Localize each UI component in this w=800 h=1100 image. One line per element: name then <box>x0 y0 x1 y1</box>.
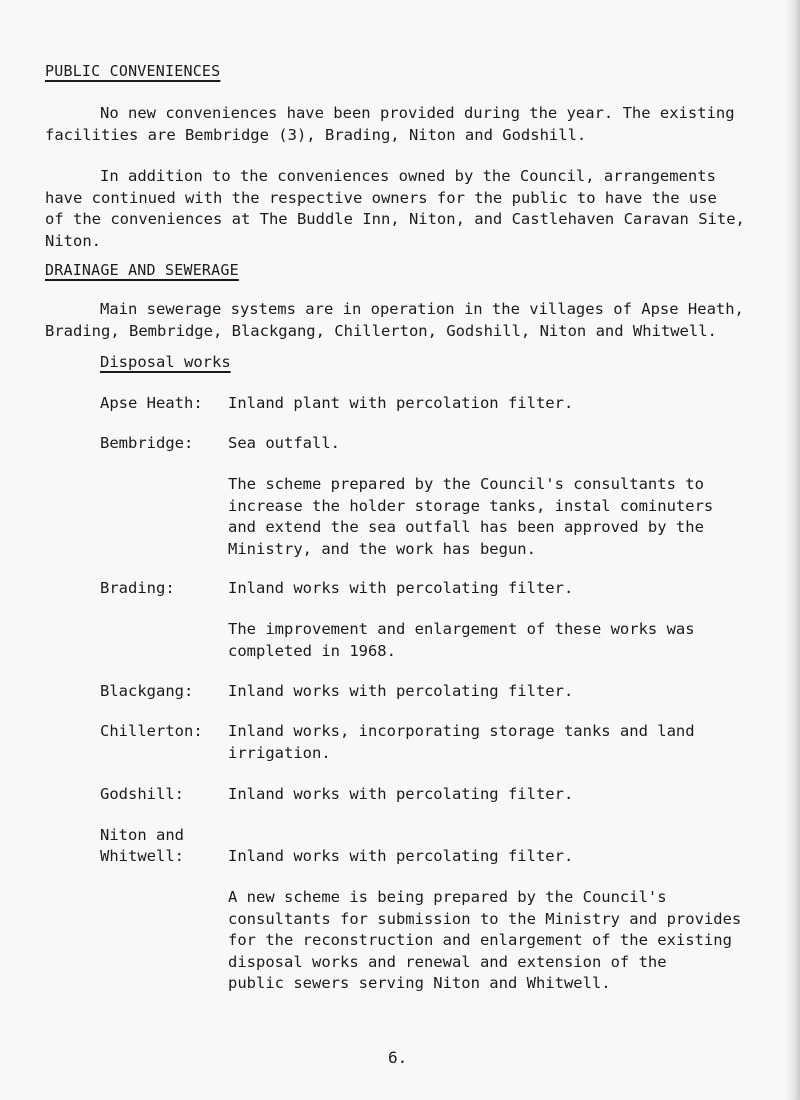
works-note-line: increase the holder storage tanks, instal cominuters <box>228 496 714 515</box>
works-note-line: consultants for submission to the Ministry and provides <box>228 909 742 928</box>
works-label-apse-heath: Apse Heath: <box>100 394 203 412</box>
works-note-line: public sewers serving Niton and Whitwell. <box>228 974 611 992</box>
paragraph-line: In addition to the conveniences owned by the Council, arrangements <box>100 167 716 185</box>
subheading-disposal-works: Disposal works <box>100 353 231 371</box>
works-note-line: A new scheme is being prepared by the Council's <box>228 888 667 906</box>
works-label-godshill: Godshill: <box>100 785 184 803</box>
works-description: Inland works with percolating filter. <box>228 579 574 597</box>
works-description: Inland works with percolating filter. <box>228 847 574 865</box>
works-label-brading: Brading: <box>100 579 175 597</box>
works-description: irrigation. <box>228 743 331 762</box>
works-description: Inland works, incorporating storage tanks and land <box>228 722 695 740</box>
works-label-whitwell: Whitwell: <box>100 847 184 865</box>
section-heading-drainage-sewerage: DRAINAGE AND SEWERAGE <box>45 261 239 279</box>
paragraph-line: Main sewerage systems are in operation in the villages of Apse Heath, <box>100 300 744 318</box>
works-note-line: and extend the sea outfall has been approved by the <box>228 518 704 536</box>
paragraph-line: facilities are Bembridge (3), Brading, Niton and Godshill. <box>45 125 587 144</box>
paragraph-line: Brading, Bembridge, Blackgang, Chillerton, Godshill, Niton and Whitwell. <box>45 321 717 340</box>
works-note-line: Ministry, and the work has begun. <box>228 539 536 558</box>
works-description: Inland plant with percolation filter. <box>228 394 574 412</box>
works-note-line: The improvement and enlargement of these works was <box>228 620 695 638</box>
paragraph-line: No new conveniences have been provided during the year. The existing <box>100 104 735 122</box>
works-description: Inland works with percolating filter. <box>228 785 574 803</box>
works-description: Inland works with percolating filter. <box>228 682 574 700</box>
works-note-line: The scheme prepared by the Council's consultants to <box>228 475 704 493</box>
works-note-line: completed in 1968. <box>228 641 396 660</box>
section-heading-public-conveniences: PUBLIC CONVENIENCES <box>45 62 221 80</box>
works-label-chillerton: Chillerton: <box>100 722 203 740</box>
paragraph-line: of the conveniences at The Buddle Inn, Niton, and Castlehaven Caravan Site, <box>45 210 745 228</box>
works-note-line: for the reconstruction and enlargement of the existing <box>228 931 732 949</box>
works-description: Sea outfall. <box>228 434 340 452</box>
works-label-bembridge: Bembridge: <box>100 434 194 452</box>
paragraph-line: Niton. <box>45 231 101 250</box>
works-label-niton-and: Niton and <box>100 826 184 844</box>
paragraph-line: have continued with the respective owners for the public to have the use <box>45 188 717 207</box>
page-number: 6. <box>388 1048 408 1067</box>
works-note-line: disposal works and renewal and extension of the <box>228 952 667 971</box>
works-label-blackgang: Blackgang: <box>100 682 194 700</box>
page-edge-shadow <box>786 0 800 1100</box>
